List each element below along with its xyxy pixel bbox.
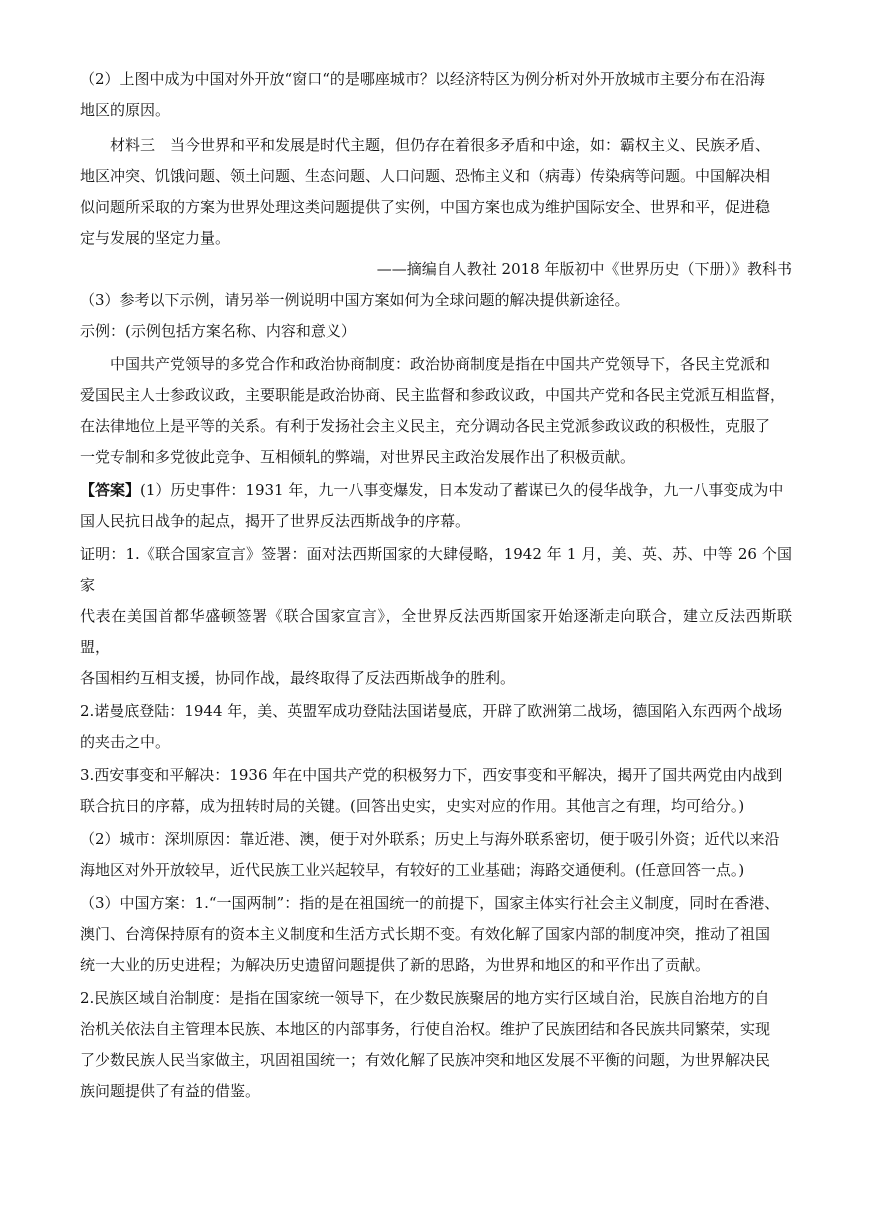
answer-2-line-2: 海地区对外开放较早，近代民族工业兴起较早，有较好的工业基础；海路交通便利。(任意回答一点。) xyxy=(80,861,745,879)
answer-tag: 【答案】 xyxy=(80,481,141,499)
answer-3b-line-2: 治机关依法自主管理本民族、本地区的内部事务，行使自治权。维护了民族团结和各民族共同繁荣，实现 xyxy=(80,1020,771,1038)
answer-3-line-2: 澳门、台湾保持原有的资本主义制度和生活方式长期不变。有效化解了国家内部的制度冲突，推动了祖国 xyxy=(80,925,771,943)
proof-3-line-1: 3.西安事变和平解决：1936 年在中国共产党的积极努力下，西安事变和平解决，揭开了国共两党由内战到 xyxy=(80,766,783,784)
question-3: （3）参考以下示例，请另举一例说明中国方案如何为全球问题的解决提供新途径。 xyxy=(80,291,630,309)
material-3-line-4: 定与发展的坚定力量。 xyxy=(80,229,231,247)
proof-line-3: 各国相约互相支援，协同作战，最终取得了反法西斯战争的胜利。 xyxy=(80,669,516,687)
example-line-2: 爱国民主人士参政议政，主要职能是政治协商、民主监督和参政议政，中国共产党和各民主党派互相监督， xyxy=(80,386,786,404)
material-3-line-3: 似问题所采取的方案为世界处理这类问题提供了实例，中国方案也成为维护国际安全、世界和平，促进稳 xyxy=(80,198,771,216)
document-page xyxy=(80,64,792,1107)
answer-1-line-1-text: (1）历史事件：1931 年，九一八事变爆发，日本发动了蓄谋已久的侵华战争，九一八事变成为中 xyxy=(140,481,784,499)
proof-2-line-1: 2.诺曼底登陆：1944 年，美、英盟军成功登陆法国诺曼底，开辟了欧洲第二战场，德国陷入东西两个战场 xyxy=(80,702,783,720)
answer-2-line-1: （2）城市：深圳原因：靠近港、澳，便于对外联系；历史上与海外联系密切，便于吸引外资；近代以来沿 xyxy=(80,830,780,848)
answer-1-line-2: 国人民抗日战争的起点，揭开了世界反法西斯战争的序幕。 xyxy=(80,512,471,530)
question-2-line-1: （2）上图中成为中国对外开放“窗口“的是哪座城市？以经济特区为例分析对外开放城市主要分布在沿海 xyxy=(80,70,765,88)
answer-3-line-3: 统一大业的历史进程；为解决历史遗留问题提供了新的思路，为世界和地区的和平作出了贡献。 xyxy=(80,956,711,974)
material-3-line-2: 地区冲突、饥饿问题、领土问题、生态问题、人口问题、恐怖主义和（病毒）传染病等问题。中国解决相 xyxy=(80,167,771,185)
example-line-4: 一党专制和多党彼此竞争、互相倾轧的弊端，对世界民主政治发展作出了积极贡献。 xyxy=(80,448,636,466)
material-3-source: ——摘编自人教社 2018 年版初中《世界历史（下册）》教科书 xyxy=(376,260,792,278)
material-3-line-1: 材料三 当今世界和平和发展是时代主题，但仍存在着很多矛盾和中途，如：霸权主义、民族矛盾、 xyxy=(110,136,771,154)
proof-line-1: 证明：1.《联合国家宣言》签署：面对法西斯国家的大肆侵略，1942 年 1 月，美、英、苏、中等 26 个国家 xyxy=(80,545,792,594)
proof-3-line-2: 联合抗日的序幕，成为扭转时局的关键。(回答出史实，史实对应的作用。其他言之有理，均可给分。) xyxy=(80,797,745,815)
example-line-3: 在法律地位上是平等的关系。有利于发扬社会主义民主，充分调动各民主党派参政议政的积极性，克服了 xyxy=(80,417,771,435)
proof-2-line-2: 的夹击之中。 xyxy=(80,733,171,751)
answer-3b-line-3: 了少数民族人民当家做主，巩固祖国统一；有效化解了民族冲突和地区发展不平衡的问题，为世界解决民 xyxy=(80,1051,771,1069)
example-label: 示例：(示例包括方案名称、内容和意义） xyxy=(80,322,356,340)
question-2-line-2: 地区的原因。 xyxy=(80,101,171,119)
example-line-1: 中国共产党领导的多党合作和政治协商制度：政治协商制度是指在中国共产党领导下，各民主党派和 xyxy=(110,355,771,373)
answer-1-line-1 xyxy=(80,475,792,506)
answer-3b-line-4: 族问题提供了有益的借鉴。 xyxy=(80,1082,261,1100)
proof-line-2: 代表在美国首都华盛顿签署《联合国家宣言》，全世界反法西斯国家开始逐渐走向联合，建立反法西斯联盟， xyxy=(80,607,792,656)
answer-3-line-1: （3）中国方案：1.“一国两制”：指的是在祖国统一的前提下，国家主体实行社会主义制度，同时在香港、 xyxy=(80,894,780,912)
answer-3b-line-1: 2.民族区域自治制度：是指在国家统一领导下，在少数民族聚居的地方实行区域自治，民族自治地方的自 xyxy=(80,989,770,1007)
